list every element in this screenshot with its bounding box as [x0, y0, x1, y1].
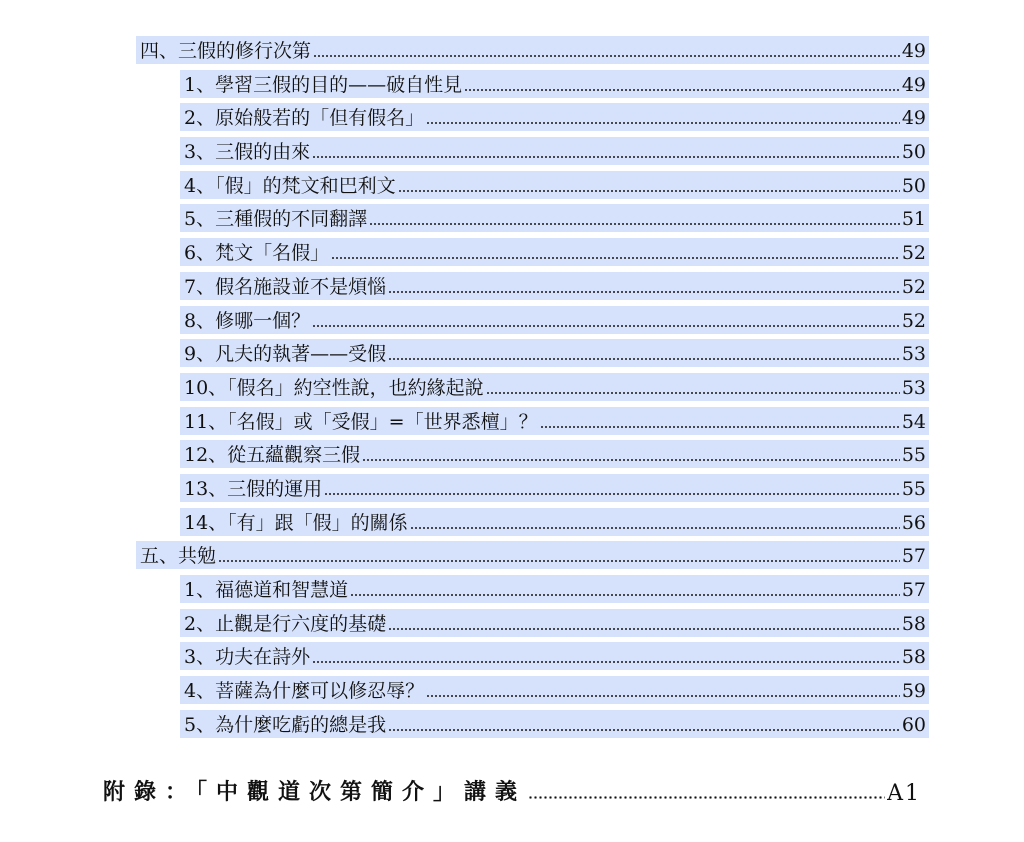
toc-appendix[interactable]: [103, 772, 921, 806]
toc-item[interactable]: [180, 171, 929, 199]
toc-entry-title: 7、假名施設並不是煩惱: [184, 276, 387, 298]
toc-entry-title: 四、三假的修行次第: [140, 40, 312, 62]
dot-leader: [324, 488, 900, 496]
toc-item[interactable]: [180, 103, 929, 131]
dot-leader: [426, 690, 900, 698]
toc-entry-page: 51: [901, 208, 926, 230]
toc-item[interactable]: [180, 306, 929, 334]
dot-leader: [388, 623, 900, 631]
toc-item[interactable]: [180, 238, 929, 266]
toc-entry-title: 8、修哪一個？: [184, 310, 311, 332]
dot-leader: [528, 792, 885, 800]
toc-section-5[interactable]: [136, 541, 929, 569]
dot-leader: [312, 320, 900, 328]
dot-leader: [410, 522, 900, 530]
dot-leader: [388, 286, 900, 294]
toc-entry-title: 3、三假的由來: [184, 141, 311, 163]
toc-entry-page: 55: [901, 444, 926, 466]
toc-entry-title: 9、凡夫的執著——受假: [184, 343, 387, 365]
toc-item[interactable]: [180, 137, 929, 165]
toc-entry-page: 55: [901, 478, 926, 500]
toc-item[interactable]: [180, 642, 929, 670]
toc-entry-page: 58: [901, 613, 926, 635]
toc-entry-page: 52: [901, 276, 926, 298]
dot-leader: [362, 454, 900, 462]
toc-entry-page: 52: [901, 242, 926, 264]
toc-entry-title: 1、學習三假的目的——破自性見: [184, 74, 463, 96]
dot-leader: [312, 151, 900, 159]
toc-entry-page: 58: [901, 646, 926, 668]
dot-leader: [486, 387, 900, 395]
toc-entry-title: 14、「有」跟「假」的關係: [184, 512, 408, 534]
toc-entry-page: 57: [901, 579, 926, 601]
dot-leader: [331, 252, 900, 260]
toc-item[interactable]: [180, 272, 929, 300]
toc-entry-title: 五、共勉: [140, 545, 217, 567]
dot-leader: [388, 724, 900, 732]
toc-entry-title: 10、「假名」約空性說，也約緣起說: [184, 377, 484, 399]
toc-entry-title: 2、原始般若的「但有假名」: [184, 107, 425, 129]
toc-item[interactable]: [180, 339, 929, 367]
dot-leader: [218, 555, 900, 563]
toc-item[interactable]: [180, 373, 929, 401]
toc-entry-page: 49: [901, 74, 926, 96]
toc-entry-title: 12、從五蘊觀察三假: [184, 444, 361, 466]
toc-entry-title: 11、「名假」或「受假」=「世界悉檀」？: [184, 411, 538, 433]
toc-entry-title: 5、為什麼吃虧的總是我: [184, 714, 387, 736]
toc-entry-page: 49: [901, 40, 926, 62]
toc-item[interactable]: [180, 474, 929, 502]
toc-entry-title: 3、功夫在詩外: [184, 646, 311, 668]
toc-entry-title: 6、梵文「名假」: [184, 242, 330, 264]
toc-entry-title: 4、菩薩為什麼可以修忍辱？: [184, 680, 425, 702]
toc-entry-page: 57: [901, 545, 926, 567]
toc-item[interactable]: [180, 70, 929, 98]
toc-item[interactable]: [180, 440, 929, 468]
dot-leader: [398, 185, 900, 193]
toc-item[interactable]: [180, 508, 929, 536]
dot-leader: [369, 218, 900, 226]
dot-leader: [540, 421, 900, 429]
toc-entry-title: 1、福德道和智慧道: [184, 579, 349, 601]
appendix-title: 附錄：「中觀道次第簡介」講義: [103, 780, 527, 805]
toc-entry-title: 5、三種假的不同翻譯: [184, 208, 368, 230]
toc-entry-title: 13、三假的運用: [184, 478, 323, 500]
dot-leader: [312, 656, 900, 664]
dot-leader: [426, 117, 900, 125]
toc-item[interactable]: [180, 407, 929, 435]
toc-item[interactable]: [180, 676, 929, 704]
toc-entry-page: 59: [901, 680, 926, 702]
toc-section-4[interactable]: [136, 36, 929, 64]
toc-entry-page: 53: [901, 377, 926, 399]
toc-entry-page: 56: [901, 512, 926, 534]
dot-leader: [350, 589, 900, 597]
toc-entry-title: 2、止觀是行六度的基礎: [184, 613, 387, 635]
toc-entry-title: 4、「假」的梵文和巴利文: [184, 175, 396, 197]
toc-entry-page: 50: [901, 175, 926, 197]
toc-entry-page: 54: [901, 411, 926, 433]
appendix-page: A1: [887, 781, 921, 806]
toc-entry-page: 52: [901, 310, 926, 332]
toc-entry-page: 50: [901, 141, 926, 163]
toc-item[interactable]: [180, 204, 929, 232]
toc-item[interactable]: [180, 575, 929, 603]
dot-leader: [464, 84, 900, 92]
toc-entry-page: 60: [901, 714, 926, 736]
toc-entry-page: 49: [901, 107, 926, 129]
toc-item[interactable]: [180, 609, 929, 637]
toc-item[interactable]: [180, 710, 929, 738]
dot-leader: [388, 353, 900, 361]
dot-leader: [313, 50, 900, 58]
toc-entry-page: 53: [901, 343, 926, 365]
